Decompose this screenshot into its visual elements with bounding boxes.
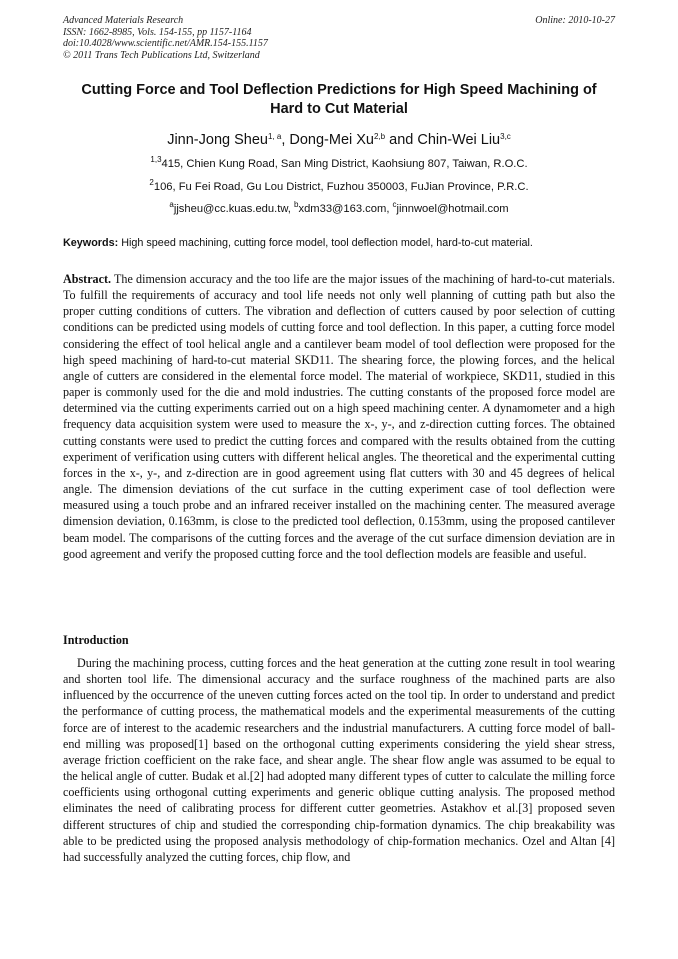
author-affiliation-mark: 3,c: [500, 132, 511, 141]
journal-name: Advanced Materials Research: [63, 15, 184, 26]
email-address: jjsheu@cc.kuas.edu.tw,: [173, 203, 295, 215]
introduction-paragraph: During the machining process, cutting forces and the heat generation at the cutting zone result in tool wearing and shorten tool life. The dimensional accuracy and the surface roughness of the machined parts are also influenced by the occurrence of the uneven cutting forces acted on the tool tip. In order to understand and predict the performance of cutting process, the mathematical models and the experimental measurements of the cutting force are of interest to the academic researchers and the industrial manufacturers. A cutting force model of ball-end milling was proposed[1] based on the orthogonal cutting experiments considering the yield shear stress, average friction coefficient on the rake face, and shear angle. The shear flow angle was assumed to be equal to the helical angle of cutter. Budak et al.[2] had adopted many different types of cutter to calculate the milling force coefficients using orthogonal cutting experiments and generic oblique cutting analysis. The proposed method eliminates the need of calibrating process for different cutter geometries. Astakhov et al.[3] proposed seven different structures of chip and studied the corresponding chip-formation dynamics. The chip breakability was able to be predicted using the proposed analysis methodology of chip-formation mechanics. Ozel and Altan [4] had successfully analyzed the cutting forces, chip flow, and: [63, 656, 615, 864]
section-heading-introduction: Introduction: [63, 633, 129, 647]
email-address: jinnwoel@hotmail.com: [396, 203, 509, 215]
keywords-text: High speed machining, cutting force model, tool deflection model, hard-to-cut material.: [118, 237, 533, 249]
author-affiliation-mark: 1, a: [267, 132, 282, 141]
author-list: [63, 131, 615, 149]
affiliation-2: [63, 180, 615, 194]
email-mark: b: [294, 200, 299, 209]
email-mark: c: [392, 200, 397, 209]
author-name: Chin-Wei Liu: [417, 132, 501, 148]
issn-line: ISSN: 1662-8985, Vols. 154-155, pp 1157-1164: [63, 26, 252, 38]
affiliation-text: 106, Fu Fei Road, Gu Lou District, Fuzhou 350003, FuJian Province, P.R.C.: [153, 181, 529, 193]
abstract-paragraph: [63, 271, 615, 562]
paper-title: Cutting Force and Tool Deflection Predictions for High Speed Machining of Hard to Cut Material: [81, 82, 597, 117]
affiliation-text: 415, Chien Kung Road, San Ming District, Kaohsiung 807, Taiwan, R.O.C.: [161, 158, 528, 170]
affiliation-1: [63, 157, 615, 171]
email-mark: a: [169, 200, 174, 209]
author-separator: and: [385, 132, 418, 148]
doi-line: doi:10.4028/www.scientific.net/AMR.154-155.1157: [63, 38, 268, 49]
affiliation-mark: 2: [149, 178, 154, 187]
keywords-label: Keywords:: [63, 237, 119, 249]
online-date: Online: 2010-10-27: [535, 15, 615, 26]
email-list: [63, 202, 615, 216]
abstract-label: Abstract.: [63, 272, 112, 286]
author-separator: ,: [281, 132, 290, 148]
author-affiliation-mark: 2,b: [374, 132, 386, 141]
abstract-text: The dimension accuracy and the too life are the major issues of the machining of hard-to-cut materials. To fulfill the requirements of accuracy and tool life needs not only well planning of cutting path but also the proper cutting conditions of cutters. The vibration and deflection of cutters caused by poor selection of cutting conditions can be predicted using models of cutting force and tool deflection. In this paper, a cutting force model considering the effect of tool helical angle and a cantilever beam model of tool deflection were proposed for the high speed machining of hard-to-cut material SKD11. The shearing force, the plowing forces, and the helical angle of cutters are considered in the elemental force model. The material of workpiece, SKD11, studied in this paper is commonly used for the die and mold industries. The cutting constants of the proposed force model are determined via the cutting experiments carried out on a high speed machining center. A dynamometer and a high frequency data acquisition system were used to measure the x-, y-, and z-direction cutting forces. The obtained cutting constants were used to predict the cutting forces and compared with the results obtained from the cutting experiment of verification using cutters with different helical angles. The theoretical and the experimental cutting forces in the x-, y-, and z-direction are in good agreement using flat cutters with 30 and 45 degrees of helical angle. The dimension deviations of the cut surface in the cutting experiment case of tool deflection were measured using a touch probe and an infrared receiver installed on the machining center. The measured average dimension deviation, 0.163mm, is close to the predicted tool deflection, 0.153mm, using the proposed cantilever beam model. The comparisons of the cutting forces and the average of the cut surface dimension deviation are in good agreement and verify the proposed cutting force and the tool deflection models are feasible and useful.: [63, 272, 615, 561]
email-address: xdm33@163.com,: [298, 203, 393, 215]
author-name: Dong-Mei Xu: [289, 132, 374, 148]
affiliation-mark: 1,3: [150, 155, 162, 164]
copyright-line: © 2011 Trans Tech Publications Ltd, Switzerland: [63, 49, 260, 61]
journal-header: [63, 15, 615, 61]
author-name: Jinn-Jong Sheu: [167, 132, 268, 148]
keywords-line: [63, 236, 615, 250]
